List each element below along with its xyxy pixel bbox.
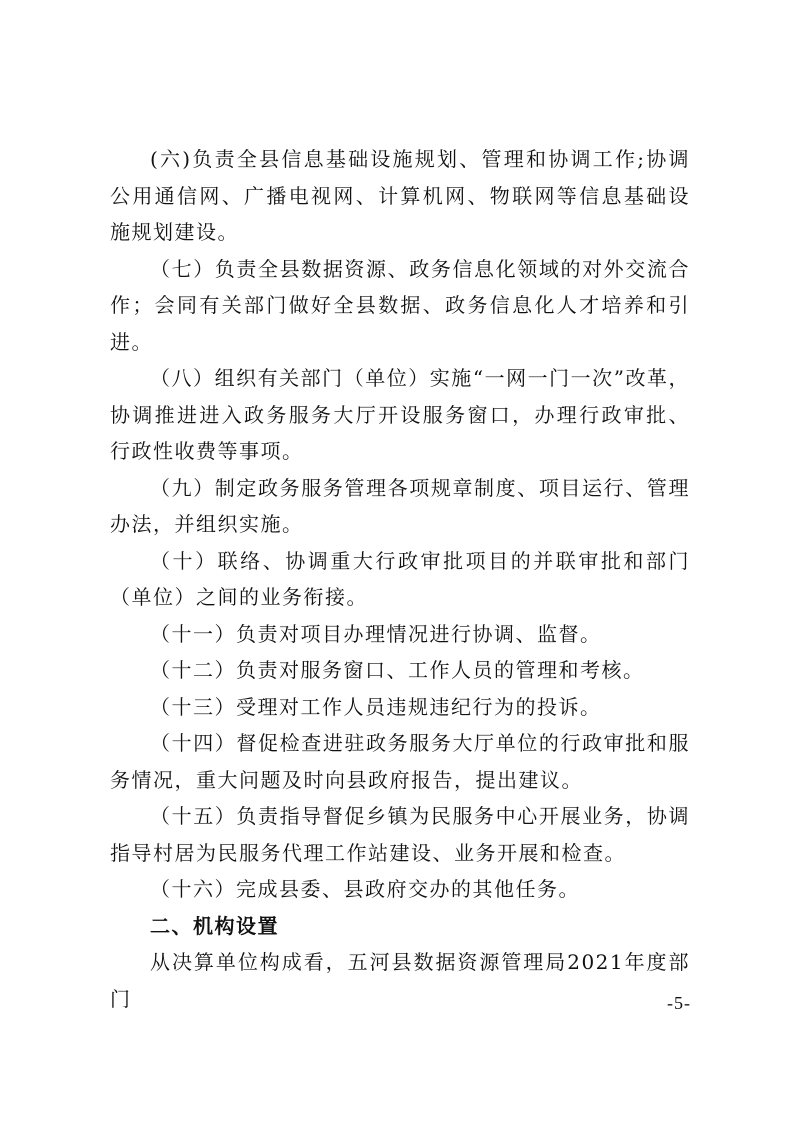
paragraph-duty-6: (六)负责全县信息基础设施规划、管理和协调工作;协调公用通信网、广播电视网、计算机网、物联网等信息基础设施规划建设。: [110, 147, 690, 244]
paragraph-duty-7: （七）负责全县数据资源、政务信息化领域的对外交流合作；会同有关部门做好全县数据、政务信息化人才培养和引进。: [110, 256, 690, 354]
section-heading: 二、机构设置: [150, 913, 279, 938]
paragraph-duty-11: （十一）负责对项目办理情况进行协调、监督。: [150, 621, 602, 646]
paragraph-duty-10: （十）联络、协调重大行政审批项目的并联审批和部门（单位）之间的业务衔接。: [110, 548, 690, 609]
paragraph-duty-8: （八）组织有关部门（单位）实施“一网一门一次”改革，协调推进进入政务服务大厅开设服务窗口，办理行政审批、行政性收费等事项。: [110, 366, 690, 463]
paragraph-duty-9: （九）制定政务服务管理各项规章制度、项目运行、管理办法，并组织实施。: [110, 475, 690, 536]
paragraph-duty-13: （十三）受理对工作人员违规违纪行为的投诉。: [150, 694, 602, 719]
paragraph-duty-12: （十二）负责对服务窗口、工作人员的管理和考核。: [150, 658, 645, 682]
closing-paragraph: 从决算单位构成看，五河县数据资源管理局2021年度部门: [110, 950, 690, 1011]
body-text: [110, 141, 690, 1017]
page-number: -5-: [667, 993, 691, 1013]
paragraph-duty-15: （十五）负责指导督促乡镇为民服务中心开展业务，协调指导村居为民服务代理工作站建设、业务开展和检查。: [110, 804, 690, 865]
paragraph-duty-16: （十六）完成县委、县政府交办的其他任务。: [150, 877, 580, 901]
paragraph-duty-14: （十四）督促检查进驻政务服务大厅单位的行政审批和服务情况，重大问题及时向县政府报告，提出建议。: [110, 731, 690, 792]
